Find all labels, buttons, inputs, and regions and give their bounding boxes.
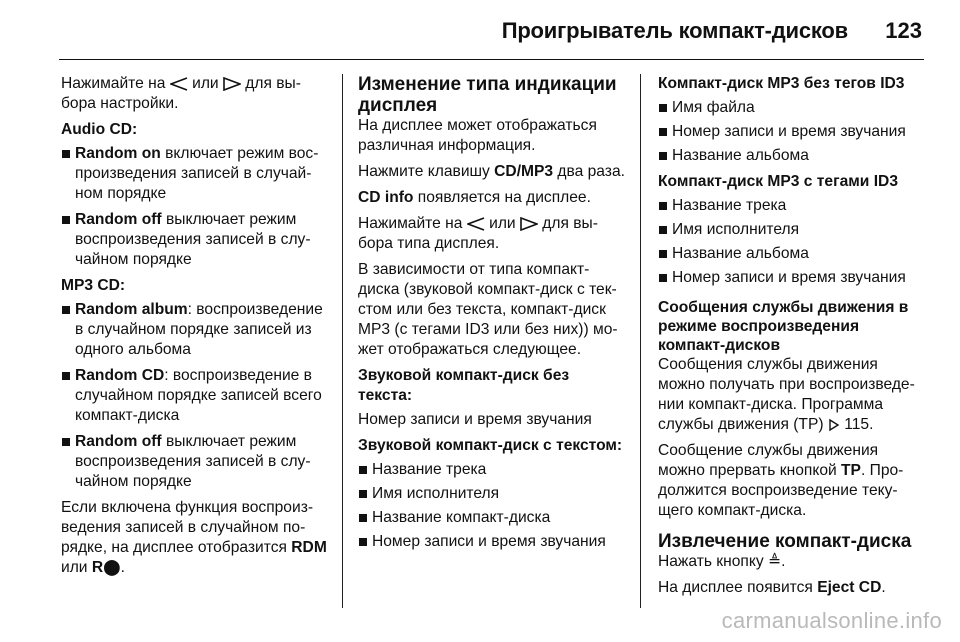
bullet-icon: [359, 538, 367, 546]
bullet-icon: [659, 152, 667, 160]
list-item: Имя файла: [658, 98, 928, 118]
column-2: [358, 74, 626, 558]
header-divider: [59, 59, 924, 60]
bullet-icon: [659, 202, 667, 210]
column-divider-2: [640, 74, 641, 608]
mp3-cd-title: MP3 CD:: [61, 277, 126, 294]
paragraph: Нажимайте на или для вы-бора типа дисплея.: [358, 215, 598, 252]
list-item: Номер записи и время звучания: [658, 268, 928, 288]
list-item: Номер записи и время звучания: [358, 532, 626, 552]
page-title: Проигрыватель компакт-дисков: [501, 18, 848, 43]
column-1: [61, 74, 329, 584]
list-item: Название компакт-диска: [358, 508, 626, 528]
list-item: Random on включает режим вос-произведения записей в случай-ном порядке: [61, 144, 329, 204]
paragraph: CD info появляется на дисплее.: [358, 189, 591, 206]
random-indicator-paragraph: Если включена функция воспроиз-ведения записей в случайном по-рядке, на дисплее отобразится RDM или R⬤.: [61, 499, 327, 576]
list-item: Имя исполнителя: [358, 484, 626, 504]
section-heading-traffic: Сообщения службы движения в режиме воспроизведения компакт-дисков: [658, 299, 909, 354]
list-item: Название трека: [358, 460, 626, 480]
left-arrow-icon: [467, 217, 485, 231]
bullet-icon: [659, 104, 667, 112]
mp3-cd-list: [61, 300, 329, 492]
paragraph: Нажмите клавишу CD/MP3 два раза.: [358, 163, 625, 180]
mp3-no-tag-list: [658, 98, 928, 166]
random-symbol-icon: R⬤: [91, 559, 121, 576]
page-reference-icon: [828, 418, 840, 432]
bullet-icon: [659, 128, 667, 136]
bullet-icon: [62, 438, 70, 446]
list-item: Random album: воспроизведение в случайном порядке записей из одного альбома: [61, 300, 329, 360]
bullet-icon: [62, 216, 70, 224]
bullet-icon: [359, 514, 367, 522]
list-item: Название трека: [658, 196, 928, 216]
watermark: carmanualsonline.info: [721, 608, 942, 633]
section-heading-display: Изменение типа индикации дисплея: [358, 74, 617, 116]
bullet-icon: [659, 250, 667, 258]
paragraph: Нажать кнопку ≜.: [658, 553, 786, 570]
bullet-icon: [62, 306, 70, 314]
text-cd-list: [358, 460, 626, 552]
left-arrow-icon: [170, 77, 188, 91]
list-item: Random CD: воспроизведение в случайном порядке записей всего компакт-диска: [61, 366, 329, 426]
audio-cd-list: [61, 144, 329, 270]
intro-paragraph: Нажимайте на или для вы-бора настройки.: [61, 75, 301, 112]
paragraph: Сообщения службы движения можно получать при воспроизведе-нии компакт-диска. Программа службы движения (TP) 115.: [658, 356, 915, 433]
section-heading-eject: Извлечение компакт-диска: [658, 531, 912, 552]
list-item: Название альбома: [658, 244, 928, 264]
list-item: Название альбома: [658, 146, 928, 166]
page-header: [0, 0, 960, 60]
list-item: Random off выключает режим воспроизведения записей в слу-чайном порядке: [61, 210, 329, 270]
right-arrow-icon: [223, 77, 241, 91]
paragraph: В зависимости от типа компакт-диска (звуковой компакт-диск с тек-стом или без текста, компакт-диск MP3 (с тегами ID3 или без них)) мо-жет отображаться следующее.: [358, 261, 618, 358]
subheading: Звуковой компакт-диск с текстом:: [358, 437, 623, 454]
bullet-icon: [659, 274, 667, 282]
bullet-icon: [62, 372, 70, 380]
list-item: Номер записи и время звучания: [658, 122, 928, 142]
audio-cd-title: Audio CD:: [61, 121, 138, 138]
mp3-tag-list: [658, 196, 928, 288]
column-divider-1: [342, 74, 343, 608]
bullet-icon: [359, 490, 367, 498]
subheading: Компакт-диск MP3 без тегов ID3: [658, 75, 905, 92]
bullet-icon: [659, 226, 667, 234]
list-item: Random off выключает режим воспроизведения записей в слу-чайном порядке: [61, 432, 329, 492]
bullet-icon: [62, 150, 70, 158]
eject-icon: ≜: [767, 553, 782, 570]
paragraph: На дисплее может отображаться различная информация.: [358, 117, 597, 154]
subheading: Компакт-диск MP3 с тегами ID3: [658, 173, 898, 190]
bullet-icon: [359, 466, 367, 474]
column-3: [658, 74, 928, 604]
paragraph: Номер записи и время звучания: [358, 411, 592, 428]
paragraph: Сообщение службы движения можно прервать кнопкой TP. Про-должится воспроизведение теку-щего компакт-диска.: [658, 442, 904, 519]
page-number: 123: [885, 18, 922, 43]
paragraph: На дисплее появится Eject CD.: [658, 579, 886, 596]
subheading: Звуковой компакт-диск без текста:: [358, 367, 570, 404]
right-arrow-icon: [520, 217, 538, 231]
list-item: Имя исполнителя: [658, 220, 928, 240]
